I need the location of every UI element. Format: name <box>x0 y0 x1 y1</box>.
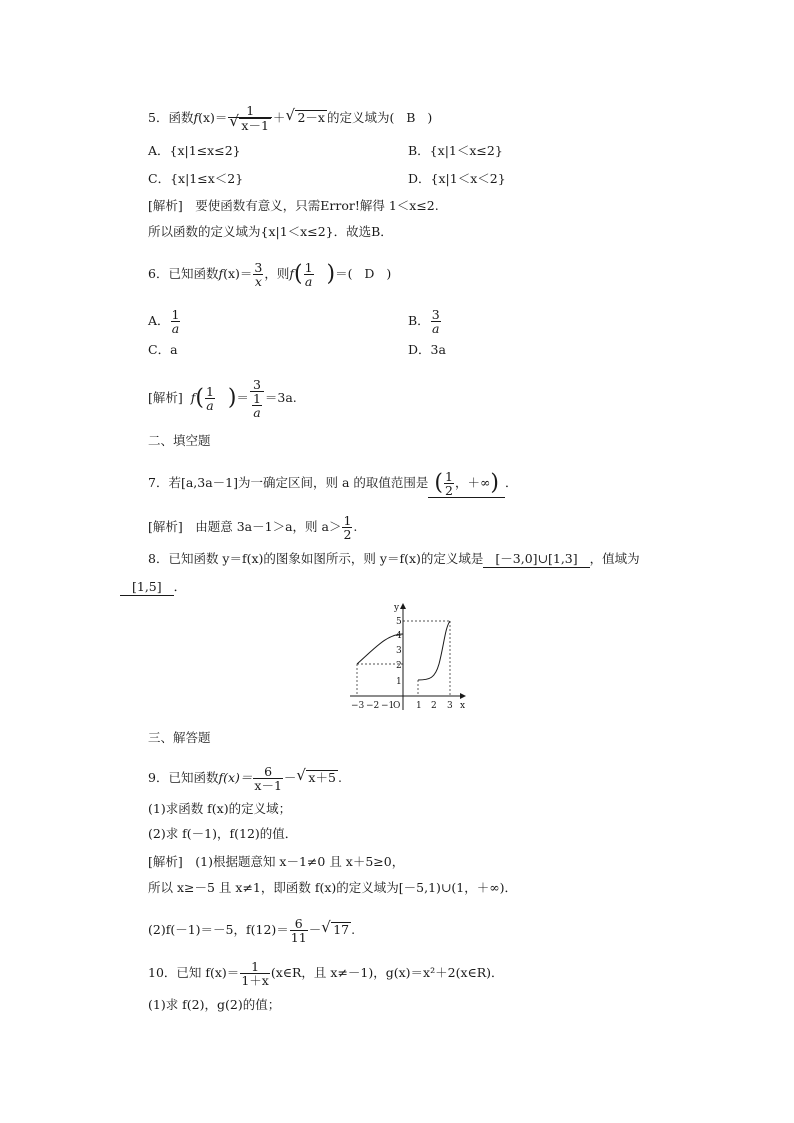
q9-solution-3: (2)f(－1)＝－5，f(12)＝ $\frac{6}{11}$ －√ 17 . <box>148 917 355 944</box>
section-heading-fill-in: 二、填空题 <box>148 433 211 448</box>
q5-option-a: A．{x|1≤x≤2} <box>148 143 241 158</box>
q6-option-a: A． $\frac{1}{a}$ <box>148 307 180 336</box>
q9-stem: 9．已知函数f(x)＝ $\frac{6}{x-1}$ －√ x＋5 . <box>148 765 342 792</box>
y-tick-label: 1 <box>396 677 402 687</box>
y-axis-label: y <box>394 603 400 613</box>
q5-option-b: B．{x|1＜x≤2} <box>408 143 503 158</box>
q5-option-d: D．{x|1＜x＜2} <box>408 171 506 186</box>
q6-solution: [解析] f( $\frac{1}{a}$ )＝ $\frac{3}{\frac{1}{a}}$ ＝3a. <box>148 377 297 420</box>
y-tick-label: 5 <box>396 617 402 627</box>
q5-stem: 5．函数f(x)＝ 1 √ x－1 ＋√ 2－x 的定义域为( B ) <box>148 104 432 133</box>
x-tick-label: −3 <box>351 701 365 711</box>
q9-part-2: (2)求 f(－1)，f(12)的值． <box>148 826 298 841</box>
q7-solution: [解析] 由题意 3a－1＞a，则 a＞ $\frac{1}{2}$ . <box>148 513 358 542</box>
q8-stem: 8．已知函数 y＝f(x)的图象如图所示，则 y＝f(x)的定义域是 [－3,0]∪[1,3] ，值域为 <box>148 551 640 566</box>
q5-solution-1: [解析] 要使函数有意义，只需Error!解得 1＜x≤2. <box>148 198 439 213</box>
q9-solution-2: 所以 x≥－5 且 x≠1，即函数 f(x)的定义域为[－5,1)∪(1，＋∞)． <box>148 880 518 895</box>
q6-solution-complex-fraction: $\frac{3}{\frac{1}{a}}$ <box>250 378 264 419</box>
q6-fraction: $\frac{3}{x}$ <box>254 260 263 289</box>
q7-stem: 7．若[a,3a－1]为一确定区间，则 a 的取值范围是 ( $\frac{1}{2}$ ，＋∞) ． <box>148 469 518 498</box>
q8-stem-cont: [1,5] ． <box>120 579 186 596</box>
q6-option-b: B． $\frac{3}{a}$ <box>408 307 440 336</box>
q5-fraction: 1 √ x－1 <box>228 104 272 133</box>
function-graph <box>345 600 475 715</box>
q10-part-1: (1)求 f(2)，g(2)的值； <box>148 997 281 1012</box>
q6-stem: 6．已知函数f(x)＝ $\frac{3}{x}$ ，则f( $\frac{1}{a}$ )＝( D ) <box>148 260 392 289</box>
q9-solution-1: [解析] (1)根据题意知 x－1≠0 且 x＋5≥0， <box>148 854 405 869</box>
q10-stem: 10．已知 f(x)＝ $\frac{1}{1+x}$ (x∈R，且 x≠－1)，g(x)＝x²＋2(x∈R)． <box>148 959 504 988</box>
y-tick-label: 2 <box>396 661 402 671</box>
x-tick-label: 3 <box>447 701 453 711</box>
q5-radical: √ 2－x <box>286 110 327 126</box>
origin-label: O <box>393 701 401 711</box>
q9-part-1: (1)求函数 f(x)的定义域； <box>148 801 292 816</box>
q6-option-c: C．a <box>148 342 178 357</box>
y-tick-label: 4 <box>396 631 402 641</box>
section-heading-answer: 三、解答题 <box>148 730 211 745</box>
q8-answer-domain: [－3,0]∪[1,3] <box>483 551 589 568</box>
x-tick-label: 2 <box>431 701 437 711</box>
q6-answer: D <box>364 266 375 281</box>
q5-radical-den: √ x－1 <box>230 118 271 133</box>
x-tick-label: 1 <box>416 701 422 711</box>
q5-option-c: C．{x|1≤x＜2} <box>148 171 244 186</box>
q5-solution-2: 所以函数的定义域为{x|1＜x≤2}．故选B． <box>148 224 393 239</box>
graph-curve-right <box>418 621 450 680</box>
q6-option-d: D．3a <box>408 342 446 357</box>
q7-answer-blank: ( $\frac{1}{2}$ ，＋∞) <box>428 470 505 498</box>
q8-answer-range: [1,5] <box>120 579 174 596</box>
x-axis-label: x <box>460 701 466 711</box>
q6-inner-fraction: $\frac{1}{a}$ <box>304 260 313 289</box>
q5-answer: B <box>406 110 416 125</box>
x-tick-label: −1 <box>381 701 395 711</box>
y-tick-label: 3 <box>396 646 402 656</box>
x-tick-label: −2 <box>366 701 380 711</box>
